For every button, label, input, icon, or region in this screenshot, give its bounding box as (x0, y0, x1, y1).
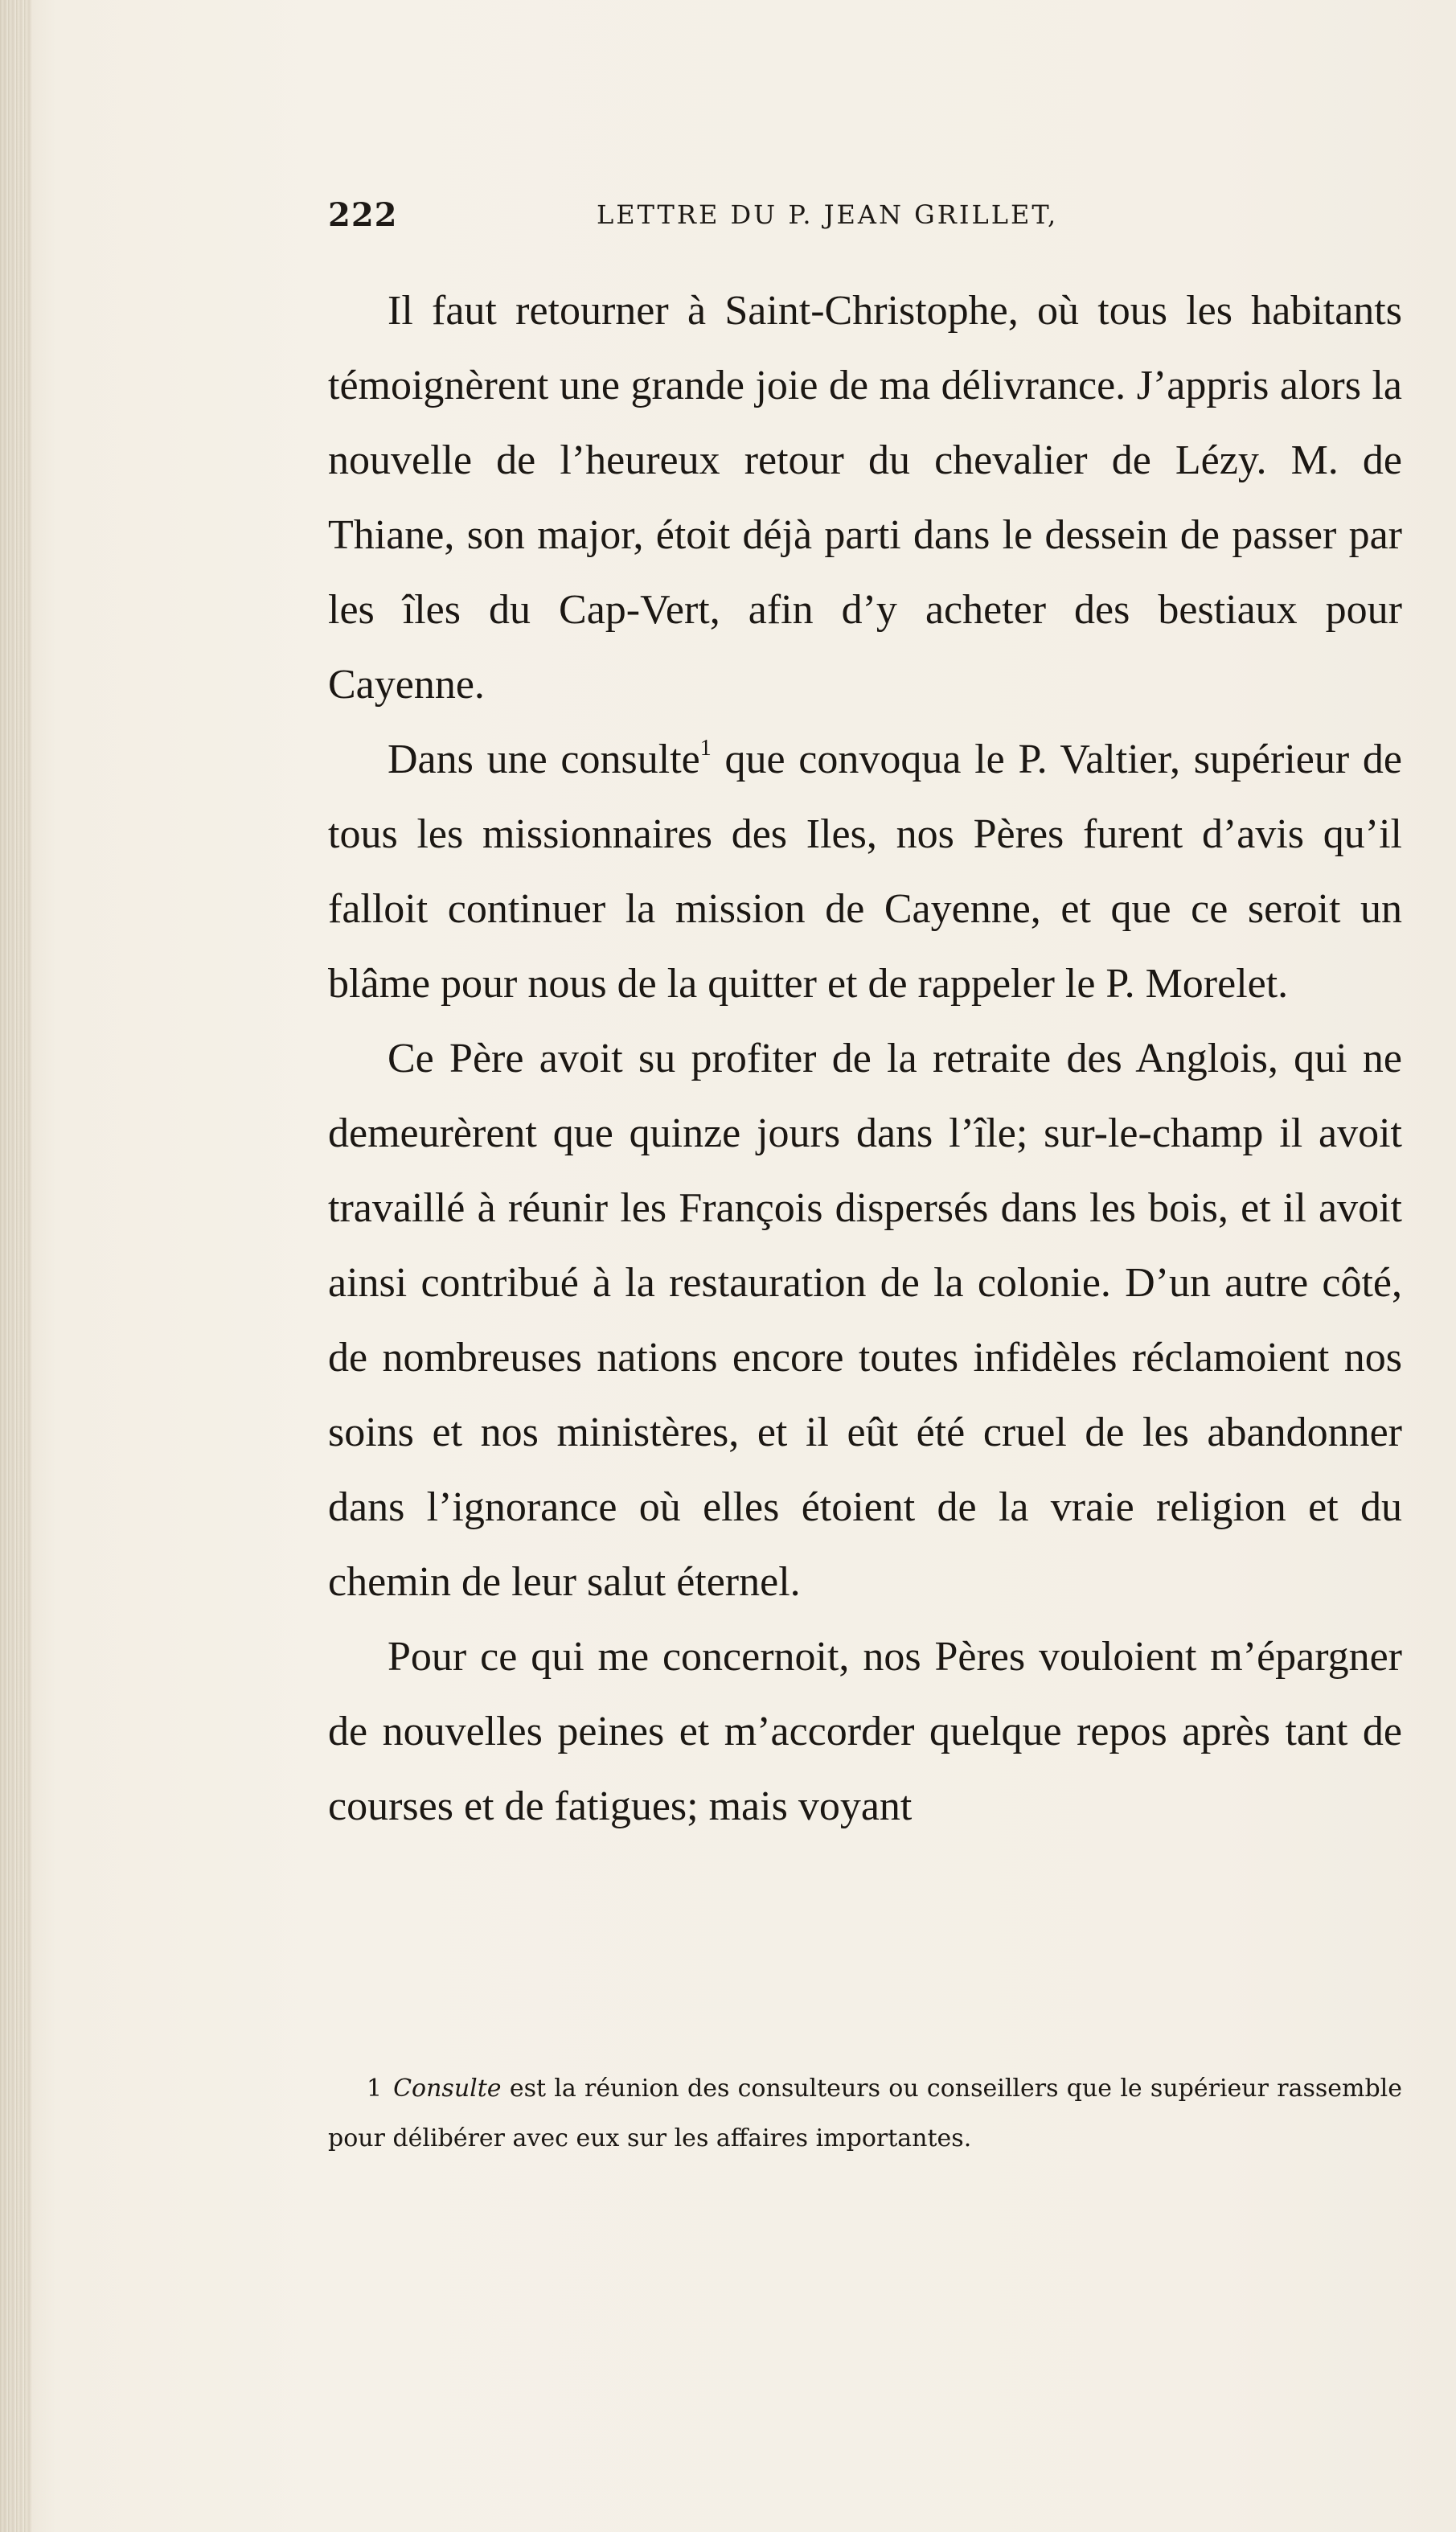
footnote (328, 2064, 1402, 2164)
paragraph (328, 722, 1402, 1021)
paragraph: Pour ce qui me concernoit, nos Pères vouloient m’épargner de nouvelles peines et m’accorder quelque repos après tant de courses et de fatigues; mais voyant (328, 1634, 1402, 1829)
running-head-title: LETTRE DU P. JEAN GRILLET, (597, 199, 1059, 230)
paragraph: Ce Père avoit su profiter de la retraite des Anglois, qui ne demeurèrent que quinze jours dans l’île; sur-le-champ il avoit travaillé à réunir les François dispersés dans les bois, et il avoit ainsi contribué à la restauration de la colonie. D’un autre côté, de nombreuses nations encore toutes infidèles réclamoient nos soins et nos ministères, et il eût été cruel de les abandonner dans l’ignorance où elles étoient de la vraie religion et du chemin de leur salut éternel. (328, 1036, 1402, 1605)
book-spine-shadow (0, 0, 32, 2532)
body-text (328, 273, 1402, 1844)
paragraph-text: que convoqua le P. Valtier, supérieur de tous les missionnaires des Iles, nos Pères furent d’avis qu’il falloit continuer la mission de Cayenne, et que ce seroit un blâme pour nous de la quitter et de rappeler le P. Morelet. (328, 737, 1402, 1007)
paragraph-text: Dans une consulte (388, 737, 700, 782)
paragraph: Il faut retourner à Saint-Christophe, où tous les habitants témoignèrent une grande joie de ma délivrance. J’appris alors la nouvelle de l’heureux retour du chevalier de Lézy. M. de Thiane, son major, étoit déjà parti dans le dessein de passer par les îles du Cap-Vert, afin d’y acheter des bestiaux pour Cayenne. (328, 288, 1402, 708)
running-head (328, 196, 1402, 244)
footnote-reference: 1 (699, 736, 712, 761)
footnote-text: est la réunion des consulteurs ou conseillers que le supérieur rassemble pour délibérer avec eux sur les affaires importantes. (328, 2074, 1402, 2152)
footnote-number: 1 (367, 2074, 383, 2103)
page-number: 222 (328, 196, 398, 234)
footnote-term: Consulte (393, 2074, 502, 2103)
